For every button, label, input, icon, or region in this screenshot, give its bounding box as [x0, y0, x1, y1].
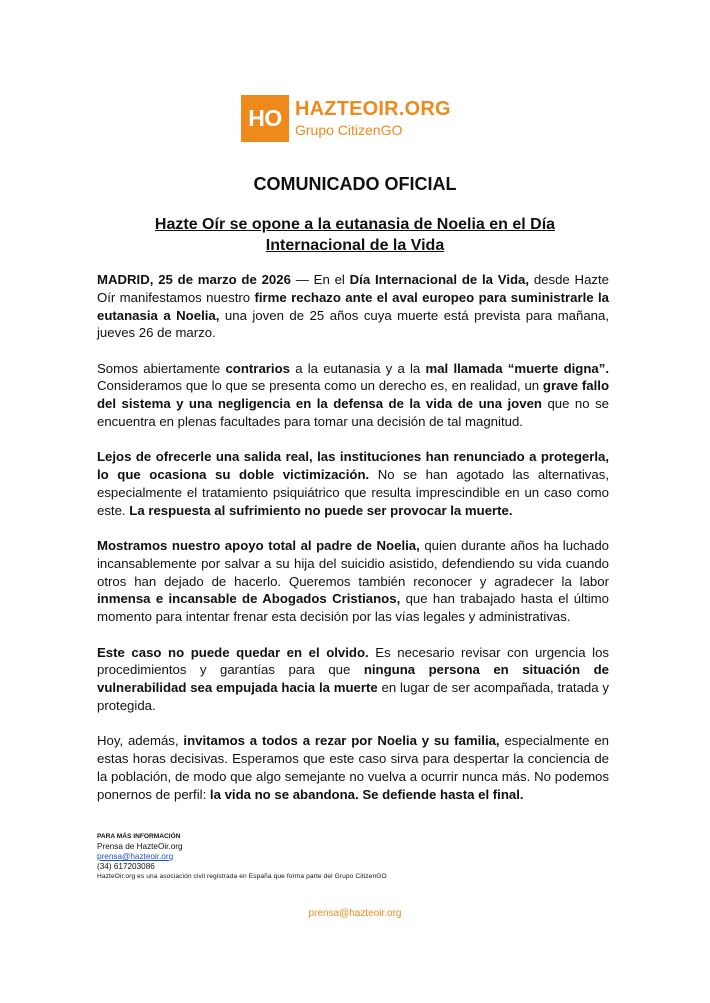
bold-text: Día Internacional de la Vida, — [349, 272, 530, 287]
text-run: una joven de 25 años cuya muerte está prevista para mañana, jueves 26 de marzo. — [97, 307, 609, 341]
text-run: — En el — [290, 272, 350, 287]
bold-text: Este caso no puede quedar en el olvido. — [97, 644, 369, 660]
bold-text: MADRID, 25 de marzo de 2026 — [97, 272, 291, 287]
paragraph — [97, 448, 609, 519]
logo-mark: HO — [241, 95, 289, 142]
paragraph — [97, 360, 609, 431]
contact-email-link[interactable]: prensa@hazteoir.org — [97, 852, 174, 861]
page-footer-email[interactable]: prensa@hazteoir.org — [308, 908, 402, 919]
text-run: Consideramos que lo que se presenta como un derecho es, en realidad, un — [97, 378, 543, 394]
bold-text: La respuesta al sufrimiento no puede ser provocar la muerte. — [129, 502, 513, 518]
document-subtitle: Hazte Oír se opone a la eutanasia de Noelia en el Día Internacional de la Vida — [154, 216, 556, 254]
paragraph — [97, 537, 609, 626]
contact-block — [97, 832, 387, 882]
bold-text: invitamos a todos a rezar por Noelia y su familia, — [183, 733, 500, 749]
text-run: Es necesario revisar con urgencia los procedimientos y garantías para que — [97, 644, 609, 678]
text-run: Somos abiertamente — [97, 360, 226, 376]
text-run: especialmente en estas horas decisivas. Esperamos que este caso sirva para despertar la conciencia de la población, de modo que algo semejante no vuelva a ocurrir nunca más. No podemos ponernos de perfil: — [97, 733, 609, 802]
logo-text — [295, 95, 451, 138]
hazteoir-logo — [241, 95, 451, 142]
logo-name: HAZTEOIR.ORG — [295, 98, 451, 120]
bold-text: Lejos de ofrecerle una salida real, las instituciones han renunciado a protegerla, lo que ocasiona su doble victimización. — [97, 449, 609, 483]
logo-subtitle: Grupo CitizenGO — [295, 122, 403, 138]
press-release-body — [97, 271, 609, 821]
text-run: Hoy, además, — [97, 733, 184, 749]
contact-heading: PARA MÁS INFORMACIÓN — [97, 833, 181, 840]
bold-text: la vida no se abandona. Se defiende hasta el final. — [209, 786, 524, 802]
paragraph — [97, 732, 609, 803]
bold-text: inmensa e incansable de Abogados Cristianos, — [97, 591, 401, 607]
paragraph — [97, 644, 609, 715]
text-run: en lugar de ser acompañada, tratada y protegida. — [97, 680, 609, 713]
bold-text: firme rechazo ante el aval europeo para suministrarle la eutanasia a Noelia, — [97, 289, 609, 323]
text-run: desde Hazte Oír manifestamos nuestro — [97, 272, 609, 305]
document-title: COMUNICADO OFICIAL — [253, 174, 457, 194]
bold-text: grave fallo del sistema y una negligencia en la defensa de la vida de una joven — [97, 378, 609, 412]
bold-text: contrarios — [225, 360, 290, 376]
text-run: que no se encuentra en plenas facultades para tomar una decisión de tal magnitud. — [97, 396, 609, 430]
text-run: No se han agotado las alternativas, especialmente el tratamiento psiquiátrico que resulta imprescindible en un caso como este. — [97, 467, 609, 518]
bold-text: Mostramos nuestro apoyo total al padre de Noelia, — [97, 538, 420, 554]
text-run: que han trabajado hasta el último momento para intentar frenar esta decisión por las vías legales y administrativas. — [97, 591, 609, 625]
contact-org: Prensa de HazteOir.org — [97, 842, 183, 851]
bold-text: mal llamada “muerte digna”. — [425, 360, 609, 376]
paragraph — [97, 271, 609, 342]
legal-notice: HazteOir.org es una asociación civil registrada en España que forma parte del Grupo CitizenGO — [97, 873, 387, 880]
text-run: quien durante años ha luchado incansablemente por salvar a su hija del suicidio asistido, defendiendo su vida cuando otros han dejado de hacerlo. Queremos también reconocer y agradecer la labor — [97, 538, 609, 589]
contact-phone: (34) 617203086 — [97, 862, 155, 871]
bold-text: ninguna persona en situación de vulnerabilidad sea empujada hacia la muerte — [97, 662, 609, 696]
text-run: a la eutanasia y a la — [289, 360, 426, 376]
